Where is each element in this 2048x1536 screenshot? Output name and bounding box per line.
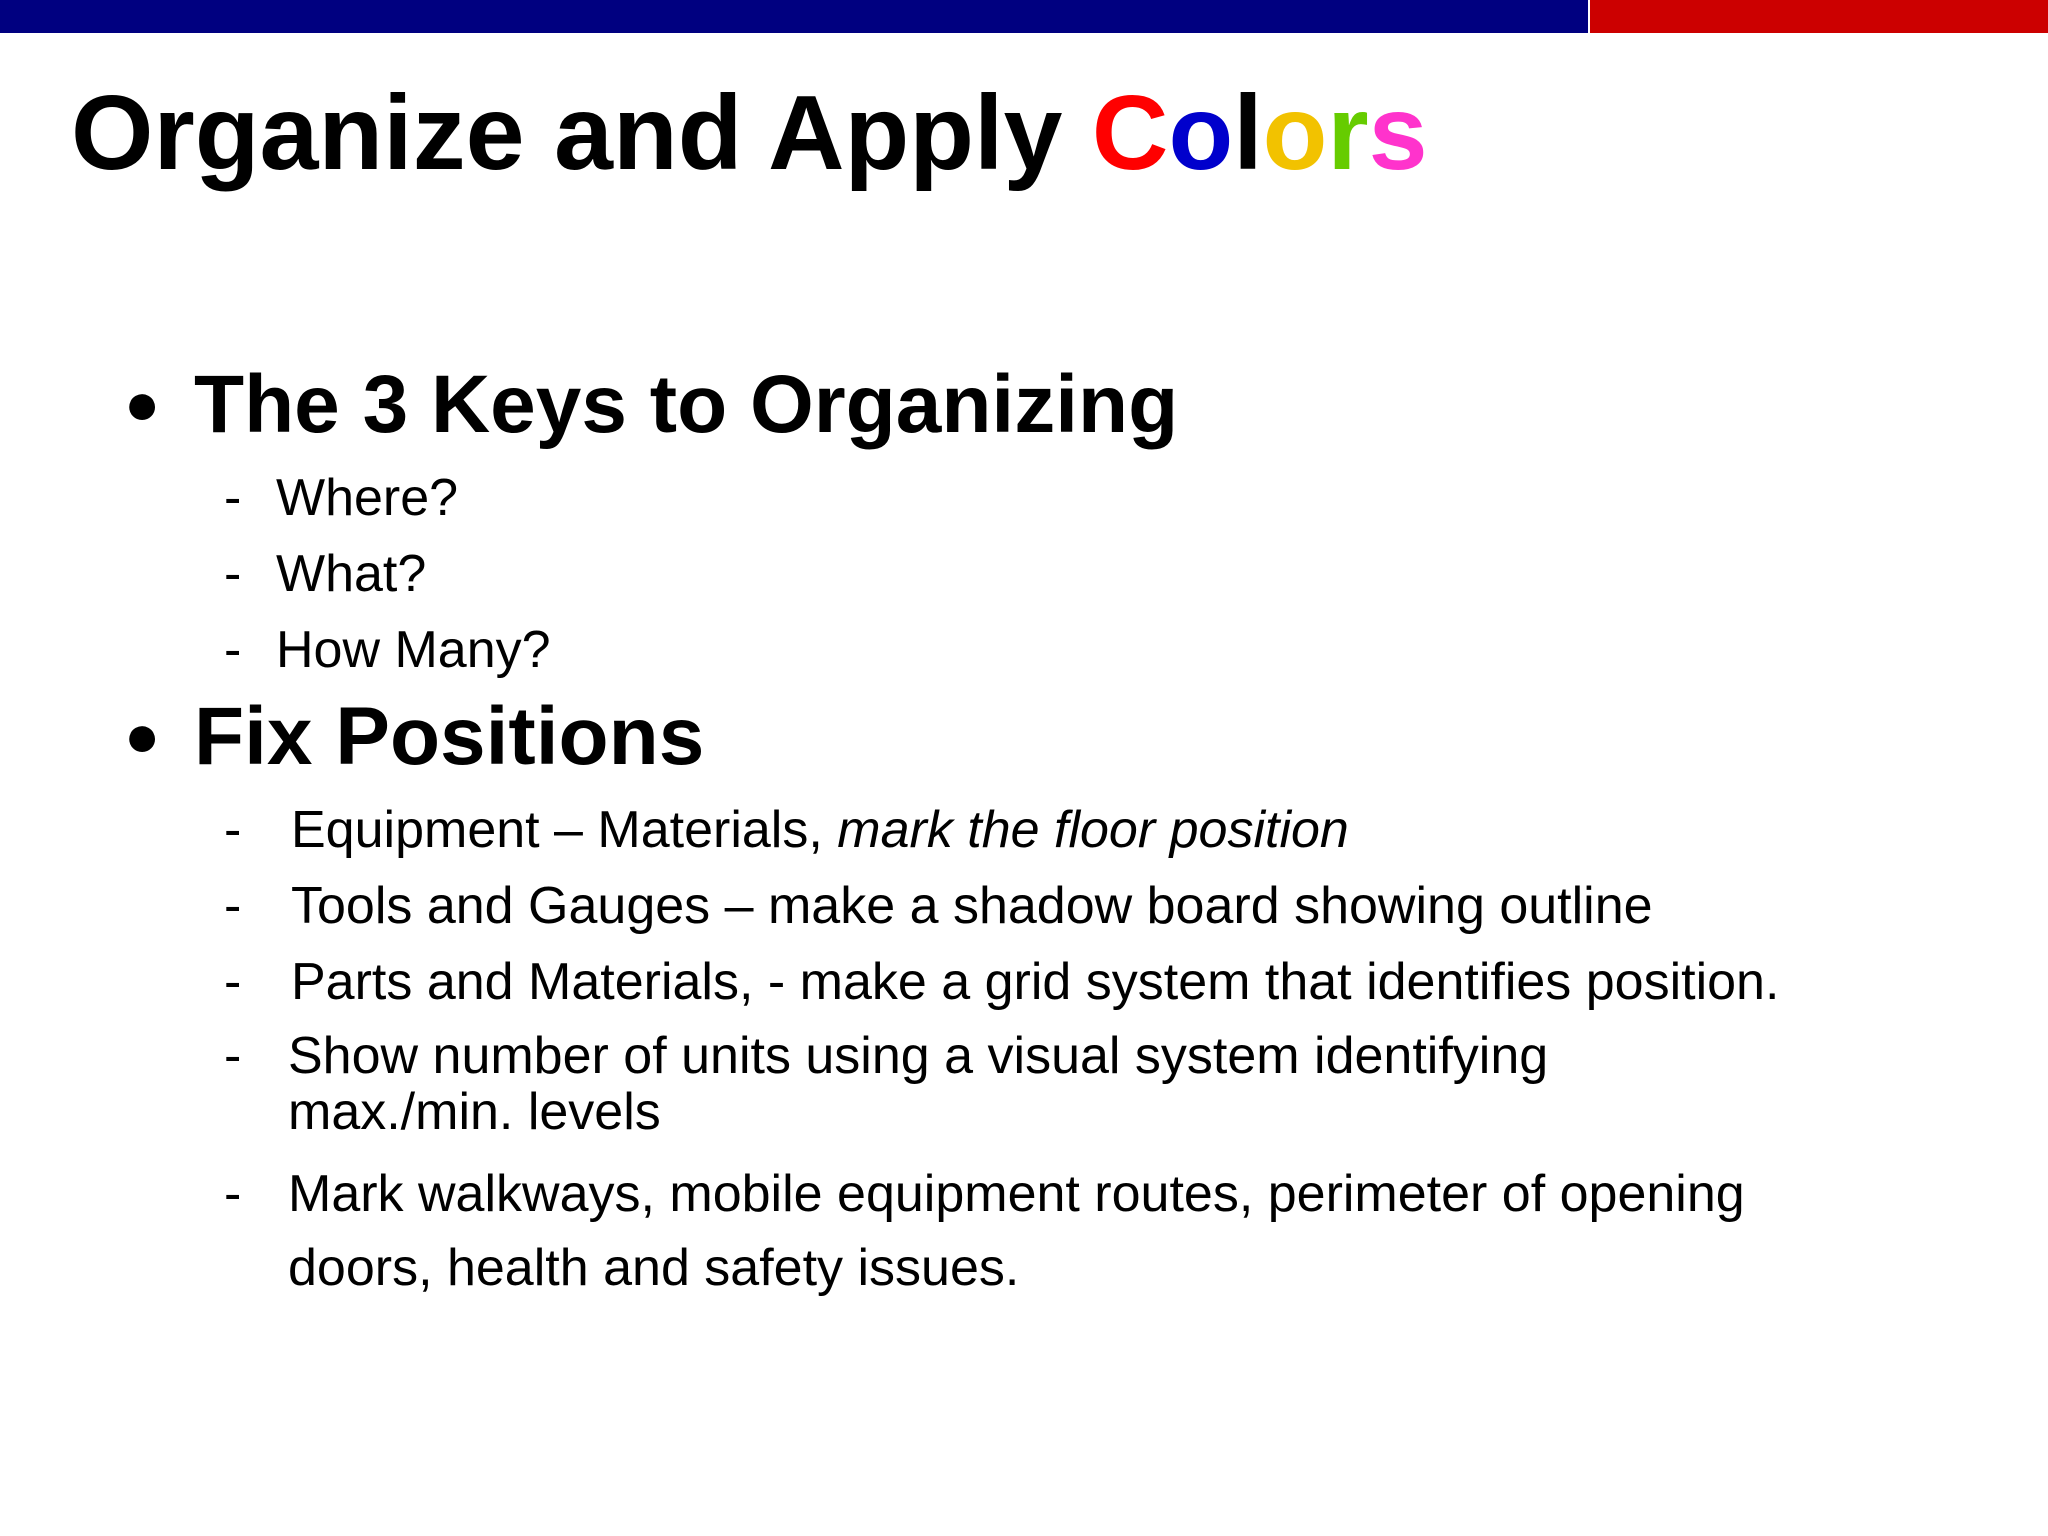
dash-marker: - xyxy=(224,953,242,1011)
list-item xyxy=(224,469,458,529)
list-item-text: Parts and Materials, - make a grid system that identifies position. xyxy=(291,953,1780,1011)
list-item-line: Mark walkways, mobile equipment routes, perimeter of opening xyxy=(288,1165,1745,1223)
list-item-text: Tools and Gauges – make a shadow board showing outline xyxy=(291,877,1653,935)
section-heading-fix-positions xyxy=(124,690,704,784)
list-item xyxy=(224,877,1653,937)
dash-marker: - xyxy=(224,469,242,527)
list-item-line: Show number of units using a visual system identifying xyxy=(288,1027,1549,1085)
list-item-text: What? xyxy=(276,545,427,603)
list-item-line: max./min. levels xyxy=(288,1082,661,1141)
list-item xyxy=(224,621,551,681)
bullet-icon: ● xyxy=(124,370,161,437)
list-item-line: doors, health and safety issues. xyxy=(288,1238,1020,1297)
title-letter: C xyxy=(1091,74,1169,192)
list-item-text xyxy=(291,801,1349,861)
list-item-text xyxy=(288,1165,1745,1299)
title-letter: o xyxy=(1262,74,1328,192)
list-item xyxy=(224,801,1349,861)
section-heading-label: The 3 Keys to Organizing xyxy=(194,359,1179,450)
list-item-text: Where? xyxy=(276,469,459,527)
title-letter: s xyxy=(1368,74,1428,192)
list-item xyxy=(224,953,1779,1013)
top-bar-red xyxy=(1590,0,2048,33)
list-item-text-plain: Equipment – Materials, xyxy=(291,801,838,859)
list-item xyxy=(224,545,426,605)
top-bar-blue xyxy=(0,0,1588,33)
dash-marker: - xyxy=(224,1027,242,1085)
title-letter: r xyxy=(1327,74,1369,192)
section-heading-keys xyxy=(124,358,1178,452)
dash-marker: - xyxy=(224,801,242,859)
dash-marker: - xyxy=(224,621,242,679)
dash-marker: - xyxy=(224,877,242,935)
list-item-text: How Many? xyxy=(276,621,551,679)
list-item xyxy=(224,1165,1745,1299)
title-letter: o xyxy=(1168,74,1234,192)
dash-marker: - xyxy=(224,545,242,603)
bullet-icon: ● xyxy=(124,702,161,769)
section-heading-label: Fix Positions xyxy=(194,691,705,782)
list-item-text xyxy=(288,1027,1548,1143)
list-item xyxy=(224,1027,1548,1143)
list-item-text-italic: mark the floor position xyxy=(837,801,1349,859)
slide-title xyxy=(71,70,1428,197)
dash-marker: - xyxy=(224,1165,242,1223)
title-plain: Organize and Apply xyxy=(71,74,1092,192)
title-letter: l xyxy=(1233,74,1263,192)
